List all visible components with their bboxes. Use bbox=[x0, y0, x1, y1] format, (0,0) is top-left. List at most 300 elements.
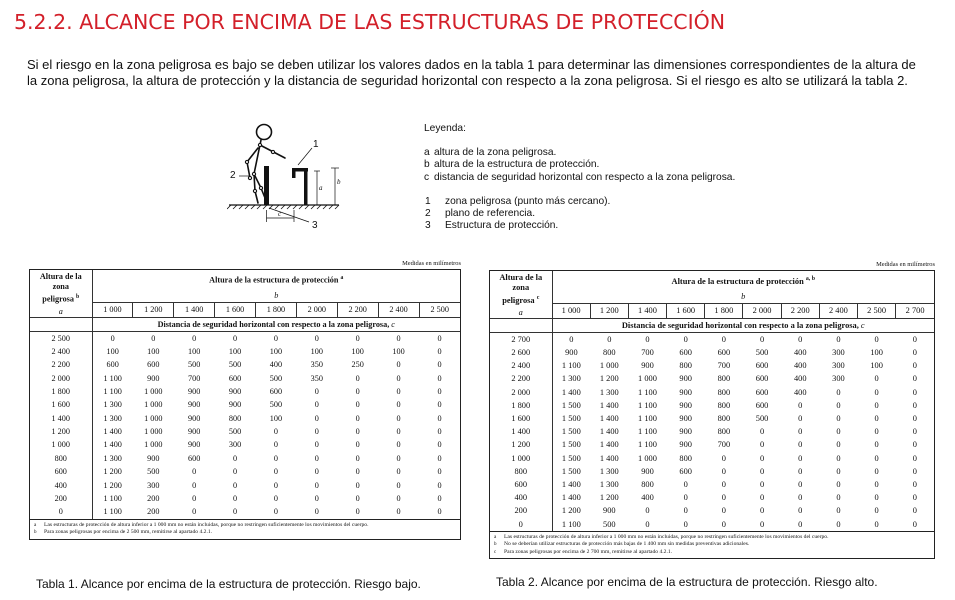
col-header-sup: a, b bbox=[805, 276, 815, 283]
table-row bbox=[30, 425, 460, 438]
table-cell: 0 bbox=[836, 427, 841, 437]
table-cell: 300 bbox=[832, 361, 845, 371]
table-cell: 1 200 bbox=[599, 374, 619, 384]
column-label: 2 200 bbox=[337, 302, 378, 317]
table-1 bbox=[29, 259, 461, 540]
table-cell: 0 bbox=[314, 333, 319, 343]
row-label: 1 600 bbox=[490, 412, 552, 425]
table-cell: 0 bbox=[355, 333, 360, 343]
row-label: 0 bbox=[490, 518, 552, 531]
row-label: 0 bbox=[30, 505, 92, 518]
table-cell: 0 bbox=[233, 480, 238, 490]
table-cell: 0 bbox=[683, 506, 688, 516]
table-row bbox=[30, 372, 460, 385]
table-cell: 0 bbox=[314, 440, 319, 450]
figure-legend bbox=[424, 123, 735, 232]
table-cell: 0 bbox=[314, 493, 319, 503]
row-label: 2 500 bbox=[30, 331, 92, 345]
table-cell: 0 bbox=[759, 334, 765, 344]
legend-text: altura de la zona peligrosa. bbox=[434, 147, 557, 159]
table-cell: 0 bbox=[874, 427, 879, 437]
table-cell: 0 bbox=[798, 506, 803, 516]
subheader-var: c bbox=[391, 319, 395, 329]
note-text: Las estructuras de protección de altura inferior a 1 000 mm no están incluidas, porque no restringen suficientemente los movimientos del cuerpo. bbox=[504, 533, 829, 540]
table-cell: 800 bbox=[641, 480, 654, 490]
table-cell: 0 bbox=[396, 467, 401, 477]
table-cell: 0 bbox=[396, 493, 401, 503]
table-cell: 800 bbox=[717, 374, 731, 384]
table-cell: 0 bbox=[355, 507, 360, 517]
table-cell: 0 bbox=[836, 519, 841, 529]
table-cell: 0 bbox=[355, 387, 360, 397]
column-label: 1 200 bbox=[133, 302, 174, 317]
table-cell: 300 bbox=[832, 348, 845, 357]
table-cell: 1 100 bbox=[103, 507, 122, 517]
table-cell: 0 bbox=[912, 493, 917, 503]
table-row bbox=[490, 465, 934, 478]
table-cell: 200 bbox=[147, 493, 160, 503]
table-cell: 1 100 bbox=[638, 440, 657, 450]
table-cell: 300 bbox=[228, 440, 242, 450]
table-cell: 1 500 bbox=[561, 440, 581, 450]
row-header-line bbox=[30, 292, 92, 305]
table-cell: 0 bbox=[874, 334, 879, 344]
column-label: 1 800 bbox=[705, 303, 743, 318]
table-cell: 0 bbox=[912, 427, 917, 437]
table-2-notes bbox=[490, 531, 934, 559]
note-text: Las estructuras de protección de altura inferior a 1 000 mm no están incluidas, porque no restringen suficientemente los movimientos del cuerpo. bbox=[44, 521, 369, 528]
table-cell: 900 bbox=[147, 453, 160, 463]
table-cell: 800 bbox=[717, 427, 731, 437]
table-2-body bbox=[490, 332, 934, 531]
table-cell: 0 bbox=[396, 453, 401, 463]
table-cell: 0 bbox=[437, 373, 442, 383]
table-cell: 250 bbox=[351, 360, 364, 370]
table-cell: 0 bbox=[759, 427, 765, 437]
table-cell: 0 bbox=[798, 440, 803, 450]
table-cell: 0 bbox=[683, 334, 688, 344]
table-cell: 0 bbox=[798, 519, 803, 529]
table-cell: 0 bbox=[759, 480, 765, 490]
table-cell: 0 bbox=[836, 387, 841, 397]
table-cell: 600 bbox=[755, 387, 769, 397]
table-cell: 0 bbox=[912, 348, 917, 357]
table-cell: 0 bbox=[437, 493, 442, 503]
table-row bbox=[490, 346, 934, 359]
table-cell: 0 bbox=[437, 453, 442, 463]
table-2-row-header bbox=[490, 271, 552, 318]
table-cell: 900 bbox=[679, 427, 692, 437]
row-label: 600 bbox=[490, 478, 552, 491]
table-cell: 600 bbox=[679, 348, 692, 357]
table-cell: 400 bbox=[793, 374, 807, 384]
table-cell: 0 bbox=[759, 453, 765, 463]
row-header-sup: b bbox=[76, 294, 80, 300]
legend-text: plano de referencia. bbox=[445, 208, 536, 220]
table-cell: 600 bbox=[269, 387, 283, 397]
row-label: 2 000 bbox=[490, 386, 552, 399]
legend-title: Leyenda: bbox=[424, 123, 466, 134]
table-cell: 0 bbox=[396, 480, 401, 490]
col-header-var: b bbox=[741, 291, 746, 301]
table-cell: 800 bbox=[679, 361, 692, 371]
table-cell: 0 bbox=[874, 493, 879, 503]
note-mark: c bbox=[494, 549, 497, 555]
table-cell: 0 bbox=[273, 493, 278, 503]
table-cell: 900 bbox=[188, 387, 201, 397]
table-cell: 0 bbox=[437, 427, 442, 437]
table-cell: 0 bbox=[355, 373, 360, 383]
table-cell: 1 500 bbox=[561, 414, 581, 424]
table-cell: 0 bbox=[836, 453, 841, 463]
table-cell: 0 bbox=[233, 467, 238, 477]
table-cell: 0 bbox=[355, 413, 360, 423]
table-cell: 0 bbox=[273, 453, 278, 463]
row-label: 200 bbox=[490, 504, 552, 517]
table-cell: 1 100 bbox=[638, 414, 657, 424]
column-label: 1 400 bbox=[174, 302, 215, 317]
table-cell: 1 100 bbox=[561, 361, 581, 371]
table-cell: 1 300 bbox=[103, 413, 122, 423]
table-cell: 1 400 bbox=[103, 427, 122, 437]
table-cell: 900 bbox=[679, 387, 692, 397]
table-cell: 0 bbox=[798, 453, 803, 463]
subheader-var: c bbox=[860, 320, 865, 330]
table-cell: 1 300 bbox=[103, 453, 122, 463]
table-cell: 0 bbox=[759, 440, 765, 450]
column-label: 2 400 bbox=[378, 302, 419, 317]
table-2-frame bbox=[489, 270, 935, 559]
table-cell: 0 bbox=[798, 466, 803, 476]
table-cell: 100 bbox=[310, 347, 323, 357]
col-header-title: Altura de la estructura de protección bbox=[209, 276, 339, 286]
table-cell: 100 bbox=[870, 361, 883, 371]
figure-label-2: 2 bbox=[230, 170, 236, 181]
legend-item bbox=[424, 159, 735, 171]
note-text: Para zonas peligrosas por encima de 2 700 mm, remitirse al apartado 4.2.1. bbox=[504, 548, 673, 555]
row-header-line: zona bbox=[512, 283, 530, 292]
legend-text: altura de la estructura de protección. bbox=[434, 159, 600, 171]
table-row bbox=[490, 478, 934, 491]
legend-item bbox=[424, 172, 735, 184]
table-cell: 1 200 bbox=[103, 480, 122, 490]
table-cell: 0 bbox=[721, 480, 726, 490]
table-cell: 1 500 bbox=[561, 453, 581, 463]
table-cell: 0 bbox=[645, 506, 650, 516]
table-cell: 1 400 bbox=[599, 427, 619, 437]
table-row bbox=[30, 492, 460, 505]
table-cell: 0 bbox=[314, 427, 319, 437]
table-row bbox=[30, 412, 460, 425]
table-cell: 0 bbox=[569, 334, 574, 344]
table-cell: 1 000 bbox=[144, 387, 163, 397]
table-cell: 900 bbox=[679, 440, 692, 450]
row-label: 1 400 bbox=[30, 412, 92, 425]
table-cell: 600 bbox=[228, 373, 242, 383]
table-note bbox=[494, 534, 930, 542]
table-row bbox=[490, 386, 934, 399]
table-cell: 0 bbox=[683, 493, 688, 503]
page-heading: 5.2.2. ALCANCE POR ENCIMA DE LAS ESTRUCTURAS DE PROTECCIÓN bbox=[14, 10, 726, 34]
table-cell: 400 bbox=[793, 387, 807, 397]
table-cell: 0 bbox=[874, 414, 879, 424]
table-row bbox=[490, 452, 934, 465]
row-header-line bbox=[490, 293, 552, 306]
row-label: 1 000 bbox=[490, 452, 552, 465]
table-2-grid bbox=[490, 271, 934, 531]
table-cell: 0 bbox=[836, 400, 841, 410]
col-header-var: b bbox=[274, 290, 279, 300]
note-mark: b bbox=[34, 530, 37, 536]
figure-label-1: 1 bbox=[313, 139, 319, 150]
table-cell: 1 400 bbox=[103, 440, 122, 450]
row-label: 2 200 bbox=[30, 358, 92, 371]
table-cell: 0 bbox=[437, 360, 442, 370]
legend-item bbox=[424, 220, 735, 232]
table-cell: 0 bbox=[759, 493, 765, 503]
table-cell: 0 bbox=[836, 493, 841, 503]
legend-text: zona peligrosa (punto más cercano). bbox=[445, 195, 611, 207]
note-mark: b bbox=[494, 542, 497, 548]
row-label: 1 800 bbox=[30, 385, 92, 398]
table-cell: 0 bbox=[798, 427, 803, 437]
table-1-subheader bbox=[92, 317, 460, 331]
table-cell: 0 bbox=[192, 480, 197, 490]
table-cell: 0 bbox=[396, 360, 401, 370]
note-text: Para zonas peligrosas por encima de 2 500 mm, remitirse al apartado 4.2.1. bbox=[44, 529, 213, 536]
table-cell: 0 bbox=[721, 519, 726, 529]
table-cell: 0 bbox=[314, 453, 319, 463]
row-header-text: peligrosa bbox=[42, 294, 74, 304]
table-cell: 0 bbox=[314, 480, 319, 490]
table-cell: 900 bbox=[603, 506, 616, 516]
table-cell: 0 bbox=[874, 453, 879, 463]
table-cell: 1 000 bbox=[599, 361, 619, 371]
table-cell: 400 bbox=[793, 361, 807, 371]
table-note bbox=[34, 529, 456, 537]
table-cell: 0 bbox=[912, 506, 917, 516]
table-cell: 800 bbox=[717, 414, 731, 424]
table-cell: 0 bbox=[396, 333, 401, 343]
table-cell: 0 bbox=[912, 414, 917, 424]
table-cell: 900 bbox=[147, 373, 160, 383]
column-label: 2 700 bbox=[896, 303, 934, 318]
table-cell: 700 bbox=[641, 348, 654, 357]
table-cell: 500 bbox=[755, 414, 769, 424]
table-cell: 0 bbox=[912, 453, 917, 463]
table-cell: 100 bbox=[870, 348, 883, 357]
table-cell: 1 400 bbox=[561, 480, 581, 490]
table-cell: 800 bbox=[717, 387, 731, 397]
table-cell: 0 bbox=[721, 453, 726, 463]
table-cell: 900 bbox=[679, 400, 692, 410]
table-cell: 200 bbox=[147, 507, 160, 517]
table-cell: 0 bbox=[355, 400, 360, 410]
table-cell: 500 bbox=[603, 519, 616, 529]
note-mark: a bbox=[494, 534, 497, 540]
table-cell: 0 bbox=[721, 506, 726, 516]
table-cell: 0 bbox=[355, 480, 360, 490]
table-cell: 500 bbox=[228, 360, 242, 370]
table-cell: 0 bbox=[273, 427, 278, 437]
table-row bbox=[30, 345, 460, 358]
table-cell: 1 200 bbox=[103, 467, 122, 477]
table-cell: 100 bbox=[188, 347, 201, 357]
table-cell: 0 bbox=[396, 507, 401, 517]
table-cell: 350 bbox=[310, 360, 323, 370]
table-cell: 0 bbox=[874, 466, 879, 476]
legend-item bbox=[424, 208, 735, 220]
table-cell: 1 100 bbox=[103, 493, 122, 503]
table-cell: 500 bbox=[147, 467, 160, 477]
table-cell: 0 bbox=[273, 467, 278, 477]
table-row bbox=[490, 359, 934, 372]
table-cell: 1 200 bbox=[561, 506, 581, 516]
row-label: 400 bbox=[490, 491, 552, 504]
table-row bbox=[490, 332, 934, 346]
table-cell: 0 bbox=[759, 506, 765, 516]
table-cell: 1 500 bbox=[561, 427, 581, 437]
table-cell: 1 300 bbox=[599, 387, 619, 397]
row-header-sup: c bbox=[536, 295, 540, 301]
table-cell: 300 bbox=[832, 374, 845, 384]
table-row bbox=[30, 505, 460, 518]
subheader-text: Distancia de seguridad horizontal con respecto a la zona peligrosa, bbox=[621, 320, 859, 330]
column-label: 2 000 bbox=[296, 302, 337, 317]
row-header-line: Altura de la bbox=[499, 273, 543, 282]
table-cell: 600 bbox=[755, 374, 769, 384]
table-cell: 0 bbox=[314, 387, 319, 397]
column-label: 1 200 bbox=[590, 303, 628, 318]
table-cell: 1 400 bbox=[599, 414, 619, 424]
table-cell: 0 bbox=[437, 480, 442, 490]
table-cell: 900 bbox=[679, 414, 692, 424]
table-cell: 0 bbox=[645, 334, 650, 344]
table-row bbox=[490, 504, 934, 517]
table-cell: 0 bbox=[314, 467, 319, 477]
table-cell: 0 bbox=[759, 466, 765, 476]
table-cell: 100 bbox=[392, 347, 405, 357]
table-cell: 0 bbox=[355, 467, 360, 477]
row-header-text: peligrosa bbox=[502, 295, 535, 305]
table-cell: 800 bbox=[717, 400, 731, 410]
table-cell: 600 bbox=[679, 466, 692, 476]
legend-key: 1 bbox=[425, 195, 431, 207]
table-cell: 0 bbox=[151, 333, 156, 343]
table-cell: 350 bbox=[310, 373, 323, 383]
table-cell: 0 bbox=[721, 466, 726, 476]
figure-label-b: b bbox=[337, 178, 341, 186]
table-1-frame bbox=[29, 269, 461, 540]
table-cell: 500 bbox=[269, 373, 283, 383]
table-cell: 1 400 bbox=[599, 400, 619, 410]
row-label: 800 bbox=[490, 465, 552, 478]
row-label: 2 200 bbox=[490, 372, 552, 385]
row-label: 2 000 bbox=[30, 372, 92, 385]
column-label: 2 400 bbox=[819, 303, 857, 318]
table-cell: 0 bbox=[396, 373, 401, 383]
legend-text: Estructura de protección. bbox=[445, 220, 559, 232]
column-label: 2 500 bbox=[858, 303, 896, 318]
table-cell: 600 bbox=[717, 348, 731, 357]
table-cell: 0 bbox=[874, 387, 879, 397]
col-header-sup: a bbox=[340, 275, 344, 282]
table-cell: 1 000 bbox=[144, 400, 163, 410]
table-cell: 1 100 bbox=[103, 387, 122, 397]
legend-key: b bbox=[424, 159, 430, 171]
table-cell: 0 bbox=[798, 334, 803, 344]
table-cell: 1 100 bbox=[638, 400, 657, 410]
row-label: 2 700 bbox=[490, 332, 552, 346]
row-label: 1 000 bbox=[30, 438, 92, 451]
column-label: 1 600 bbox=[667, 303, 705, 318]
table-cell: 0 bbox=[192, 333, 197, 343]
table-cell: 0 bbox=[396, 400, 401, 410]
table-cell: 0 bbox=[233, 507, 238, 517]
table-1-row-header bbox=[30, 270, 92, 317]
table-cell: 1 100 bbox=[638, 387, 657, 397]
table-row bbox=[490, 425, 934, 438]
table-cell: 500 bbox=[188, 360, 201, 370]
row-header-var: a bbox=[58, 306, 63, 316]
legend-key: 2 bbox=[425, 208, 431, 220]
table-cell: 1 400 bbox=[599, 440, 619, 450]
table-cell: 900 bbox=[641, 361, 654, 371]
table-cell: 0 bbox=[437, 347, 442, 357]
table-cell: 0 bbox=[396, 387, 401, 397]
table-cell: 400 bbox=[793, 348, 807, 357]
row-header-line: Altura de la bbox=[39, 272, 82, 281]
legend-key: a bbox=[424, 147, 430, 159]
head-shape bbox=[257, 125, 272, 140]
table-cell: 900 bbox=[228, 387, 242, 397]
table-cell: 0 bbox=[607, 334, 612, 344]
table-cell: 0 bbox=[437, 440, 442, 450]
table-row bbox=[30, 358, 460, 371]
table-cell: 0 bbox=[396, 440, 401, 450]
table-cell: 500 bbox=[755, 348, 769, 357]
table-cell: 0 bbox=[273, 507, 278, 517]
legend-letters bbox=[424, 147, 735, 184]
table-cell: 1 000 bbox=[638, 374, 657, 384]
table-cell: 1 100 bbox=[103, 373, 122, 383]
table-cell: 0 bbox=[874, 519, 879, 529]
table-cell: 100 bbox=[351, 347, 364, 357]
table-cell: 400 bbox=[269, 360, 283, 370]
table-cell: 1 200 bbox=[599, 493, 619, 503]
column-label: 1 800 bbox=[256, 302, 297, 317]
table-cell: 0 bbox=[233, 333, 238, 343]
table-cell: 0 bbox=[683, 519, 688, 529]
table-row bbox=[30, 385, 460, 398]
table-cell: 1 500 bbox=[561, 400, 581, 410]
table-row bbox=[30, 479, 460, 492]
table-cell: 0 bbox=[912, 519, 917, 529]
table-cell: 0 bbox=[912, 466, 917, 476]
table-row bbox=[490, 412, 934, 425]
table-cell: 0 bbox=[836, 440, 841, 450]
legend-key: c bbox=[424, 171, 430, 183]
figure-label-3: 3 bbox=[312, 220, 318, 230]
row-label: 800 bbox=[30, 452, 92, 465]
table-cell: 0 bbox=[437, 400, 442, 410]
table-cell: 0 bbox=[874, 506, 879, 516]
row-label: 1 400 bbox=[490, 425, 552, 438]
table-cell: 100 bbox=[106, 347, 119, 357]
table-1-column-labels bbox=[30, 302, 460, 317]
table-cell: 900 bbox=[641, 466, 654, 476]
table-cell: 0 bbox=[192, 493, 197, 503]
